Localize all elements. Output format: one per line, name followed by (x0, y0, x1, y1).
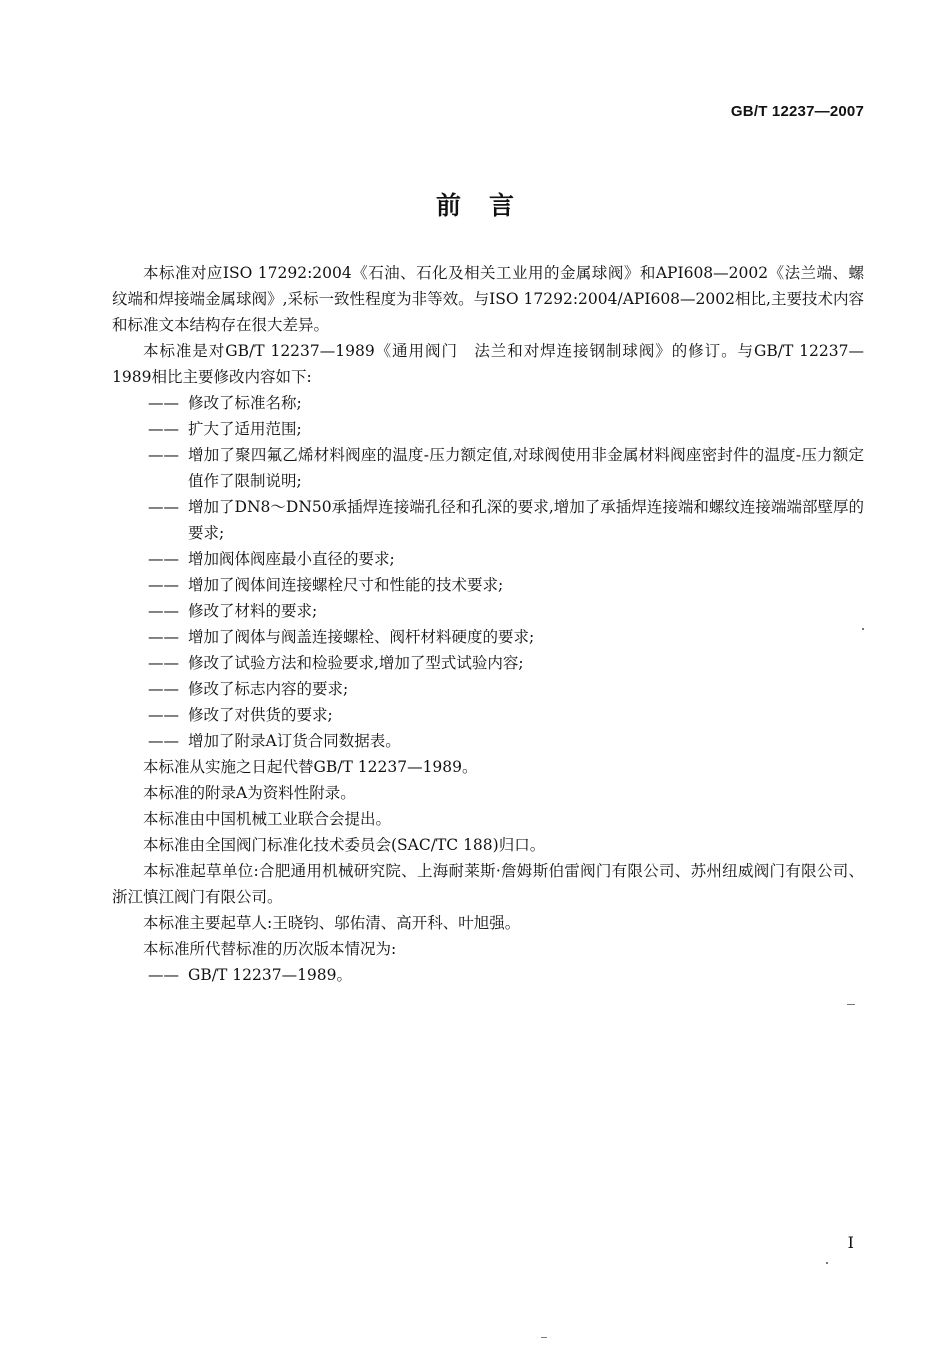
list-item (112, 624, 864, 650)
list-item (112, 572, 864, 598)
page-number: I (847, 1233, 854, 1252)
dash-marker: —— (148, 498, 179, 516)
dash-marker: —— (148, 966, 179, 984)
closing-paragraph: 本标准起草单位:合肥通用机械研究院、上海耐莱斯·詹姆斯伯雷阀门有限公司、苏州纽威阀门有限公司、浙江慎江阀门有限公司。 (112, 862, 864, 906)
list-item (112, 728, 864, 754)
dash-marker: —— (148, 576, 179, 594)
change-item-text: 修改了标准名称; (188, 394, 302, 412)
change-item-text: 增加了附录A订货合同数据表。 (188, 732, 401, 750)
dash-marker: —— (148, 446, 179, 464)
closing-paragraph: 本标准从实施之日起代替GB/T 12237—1989。 (143, 758, 478, 776)
closing-paragraph: 本标准由全国阀门标准化技术委员会(SAC/TC 188)归口。 (143, 836, 546, 854)
scan-speck (862, 628, 864, 630)
dash-marker: —— (148, 628, 179, 646)
list-item (112, 676, 864, 702)
list-item (112, 416, 864, 442)
dash-marker: —— (148, 706, 179, 724)
change-item-text: 扩大了适用范围; (188, 420, 302, 438)
dash-marker: —— (148, 654, 179, 672)
dash-marker: —— (148, 394, 179, 412)
change-item-text: 增加了DN8～DN50承插焊连接端孔径和孔深的要求,增加了承插焊连接端和螺纹连接端端部壁厚的要求; (188, 498, 864, 542)
scan-speck (826, 1262, 828, 1264)
document-body (112, 260, 864, 988)
list-item (112, 390, 864, 416)
change-item-text: 修改了试验方法和检验要求,增加了型式试验内容; (188, 654, 524, 672)
scan-speck (541, 1337, 547, 1338)
closing-paragraph: 本标准所代替标准的历次版本情况为: (143, 940, 397, 958)
list-item (112, 494, 864, 546)
change-item-text: 修改了对供货的要求; (188, 706, 333, 724)
change-item-text: 增加了聚四氟乙烯材料阀座的温度-压力额定值,对球阀使用非金属材料阀座密封件的温度-压力额定值作了限制说明; (188, 446, 864, 490)
intro-paragraph: 本标准对应ISO 17292:2004《石油、石化及相关工业用的金属球阀》和API608—2002《法兰端、螺纹端和焊接端金属球阀》,采标一致性程度为非等效。与ISO 17292:2004/API608—2002相比,主要技术内容和标准文本结构存在很大差异。 (112, 264, 864, 334)
dash-marker: —— (148, 420, 179, 438)
closing-paragraph: 本标准由中国机械工业联合会提出。 (143, 810, 392, 828)
change-list (112, 390, 864, 754)
page-title: 前言 (435, 191, 542, 220)
dash-marker: —— (148, 732, 179, 750)
list-item (112, 598, 864, 624)
change-item-text: 增加阀体阀座最小直径的要求; (188, 550, 395, 568)
dash-marker: —— (148, 602, 179, 620)
history-item (112, 962, 864, 988)
closing-paragraph: 本标准主要起草人:王晓钧、邬佑清、高开科、叶旭强。 (143, 914, 521, 932)
intro-paragraph: 本标准是对GB/T 12237—1989《通用阀门 法兰和对焊连接钢制球阀》的修订。与GB/T 12237—1989相比主要修改内容如下: (112, 342, 864, 386)
list-item (112, 546, 864, 572)
list-item (112, 702, 864, 728)
list-item (112, 650, 864, 676)
dash-marker: —— (148, 550, 179, 568)
change-item-text: 修改了材料的要求; (188, 602, 318, 620)
change-item-text: 增加了阀体间连接螺栓尺寸和性能的技术要求; (188, 576, 504, 594)
standard-code-header: GB/T 12237—2007 (730, 103, 864, 120)
closing-paragraph: 本标准的附录A为资料性附录。 (143, 784, 356, 802)
dash-marker: —— (148, 680, 179, 698)
change-item-text: 增加了阀体与阀盖连接螺栓、阀杆材料硬度的要求; (188, 628, 535, 646)
change-item-text: 修改了标志内容的要求; (188, 680, 349, 698)
scan-speck (847, 1004, 855, 1005)
list-item (112, 442, 864, 494)
history-item-text: GB/T 12237—1989。 (188, 966, 353, 984)
